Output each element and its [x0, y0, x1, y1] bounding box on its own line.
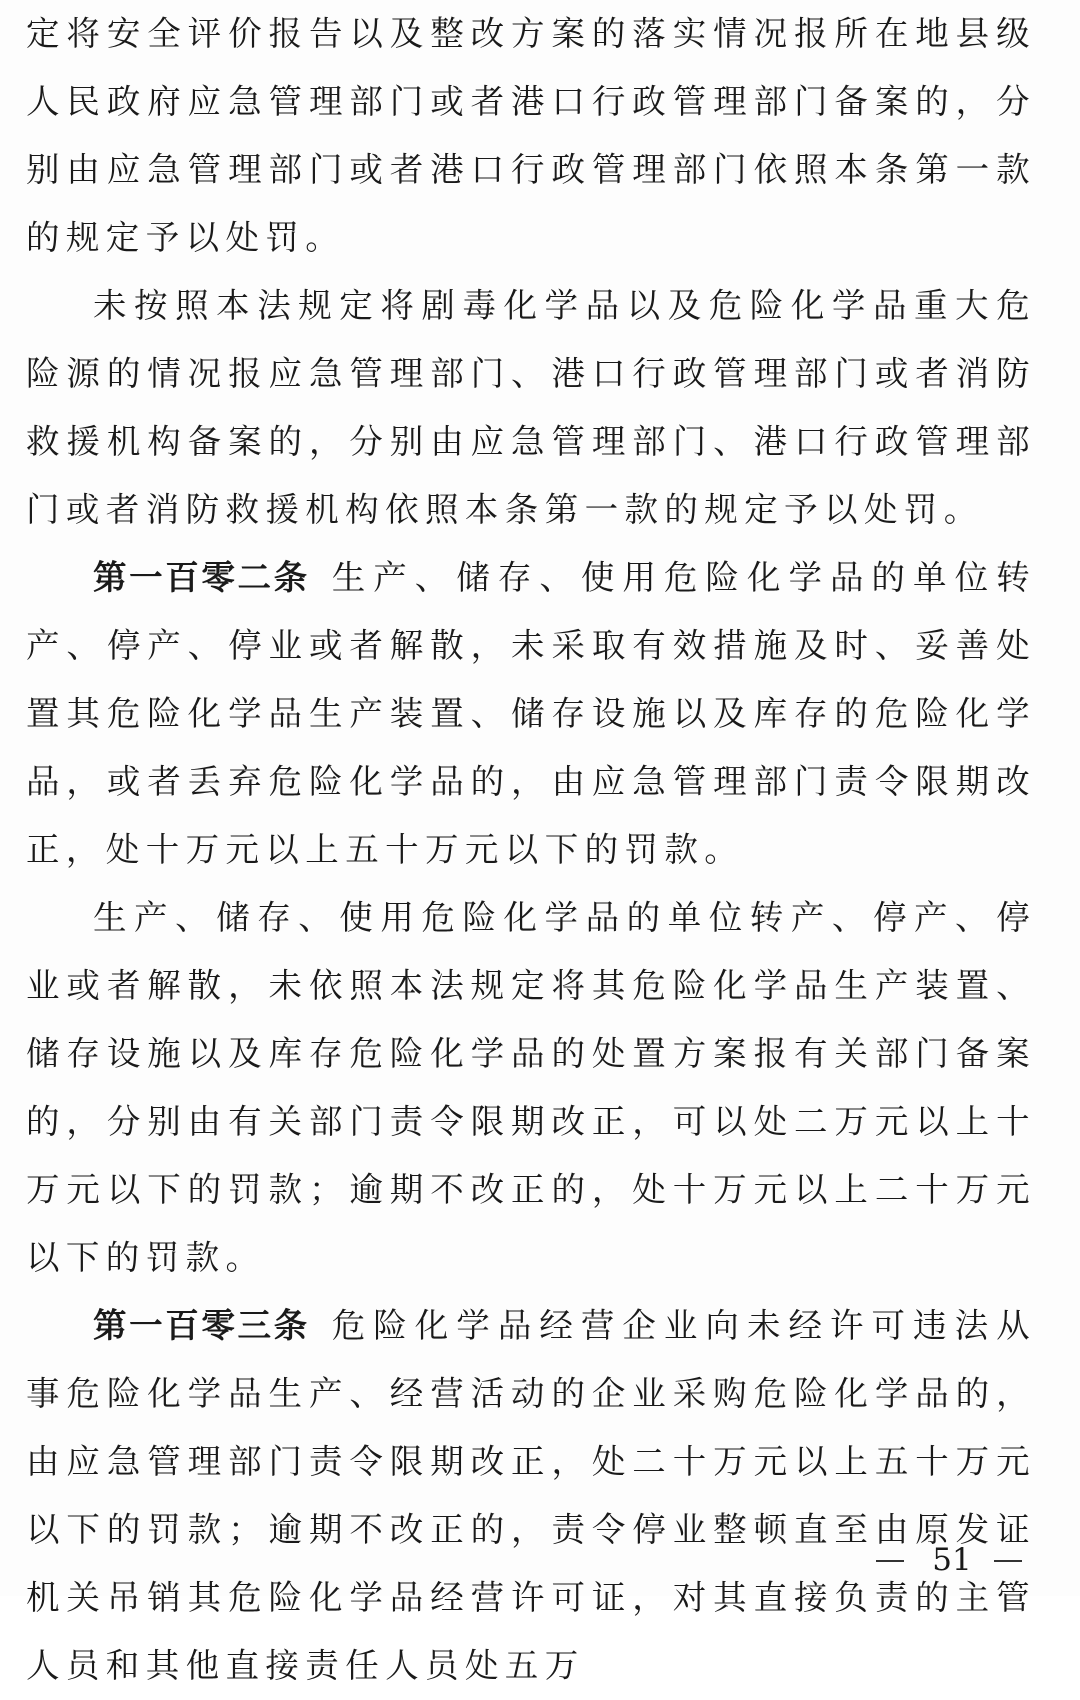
paragraph-text: 生产、储存、使用危险化学品的单位转产、停产、停业或者解散，未依照本法规定将其危险化学品生产装置、储存设施以及库存危险化学品的处置方案报有关部门备案的，分别由有关部门责令限期改正，可以处二万元以上十万元以下的罚款；逾期不改正的，处十万元以上二十万元以下的罚款。: [26, 898, 1036, 1277]
paragraph-text: 危险化学品经营企业向未经许可违法从事危险化学品生产、经营活动的企业采购危险化学品的，由应急管理部门责令限期改正，处二十万元以上五十万元以下的罚款；逾期不改正的，责令停业整顿直至由原发证机关吊销其危险化学品经营许可证，对其直接负责的主管人员和其他直接责任人员处五万: [26, 1306, 1036, 1685]
footer-dash-right: [994, 1560, 1022, 1562]
article-title: 第一百零三条: [93, 1306, 310, 1345]
article-paragraph: [26, 544, 1036, 884]
page-number: 51: [932, 1542, 972, 1578]
paragraph-continued: [26, 0, 1036, 272]
body-text: [26, 0, 1036, 1700]
paragraph: [26, 272, 1036, 544]
paragraph-text: 定将安全评价报告以及整改方案的落实情况报所在地县级人民政府应急管理部门或者港口行政管理部门备案的，分别由应急管理部门或者港口行政管理部门依照本条第一款的规定予以处罚。: [26, 14, 1036, 257]
page-footer: [0, 1542, 1080, 1582]
paragraph-text: 未按照本法规定将剧毒化学品以及危险化学品重大危险源的情况报应急管理部门、港口行政管理部门或者消防救援机构备案的，分别由应急管理部门、港口行政管理部门或者消防救援机构依照本条第一款的规定予以处罚。: [26, 286, 1036, 529]
paragraph: [26, 884, 1036, 1292]
paragraph-text: 生产、储存、使用危险化学品的单位转产、停产、停业或者解散，未采取有效措施及时、妥善处置其危险化学品生产装置、储存设施以及库存的危险化学品，或者丢弃危险化学品的，由应急管理部门责令限期改正，处十万元以上五十万元以下的罚款。: [26, 558, 1036, 869]
article-title: 第一百零二条: [93, 558, 310, 597]
footer-dash-left: [876, 1560, 904, 1562]
article-paragraph: [26, 1292, 1036, 1700]
